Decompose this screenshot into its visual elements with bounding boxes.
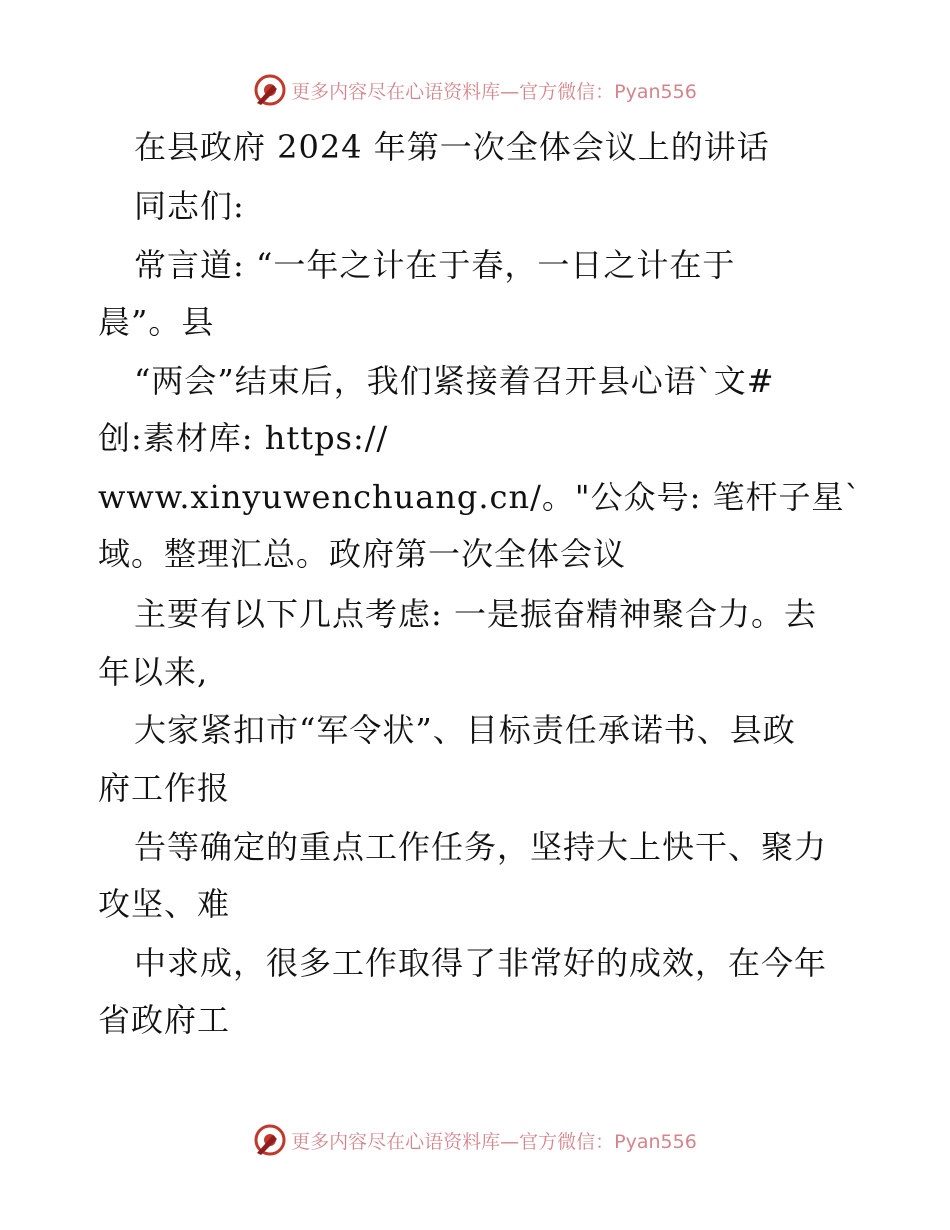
pen-logo-icon [253,73,287,107]
text-line: 创:素材库: https:// [98,419,389,457]
text-line: 晨”。县 [98,303,215,341]
pen-logo-icon [253,1123,287,1157]
text-line: 府工作报 [98,769,231,807]
text-line: “两会”结束后，我们紧接着召开县心语`文# [134,362,775,400]
salutation: 同志们: [134,187,245,225]
text-line: 主要有以下几点考虑: 一是振奋精神聚合力。去 [134,595,817,633]
header-promo-banner [0,70,950,110]
footer-promo-text: 更多内容尽在心语资料库—官方微信：Pyan556 [291,1130,697,1153]
header-promo-text: 更多内容尽在心语资料库—官方微信：Pyan556 [291,80,697,103]
text-line: 域。整理汇总。政府第一次全体会议 [98,535,627,573]
text-line: 攻坚、难 [98,885,231,923]
text-line: www.xinyuwenchuang.cn/。"公众号: 笔杆子星` [98,478,862,516]
text-line: 中求成，很多工作取得了非常好的成效，在今年 [134,944,828,982]
text-line: 大家紧扣市“军令状”、目标责任承诺书、县政 [134,711,796,749]
footer-promo-banner [0,1120,950,1160]
text-line: 常言道: “一年之计在于春，一日之计在于 [134,246,736,284]
document-title: 在县政府 2024 年第一次全体会议上的讲话 [134,128,770,166]
text-line: 告等确定的重点工作任务，坚持大上快干、聚力 [134,828,828,866]
text-line: 年以来, [98,653,209,691]
text-line: 省政府工 [98,1001,231,1039]
